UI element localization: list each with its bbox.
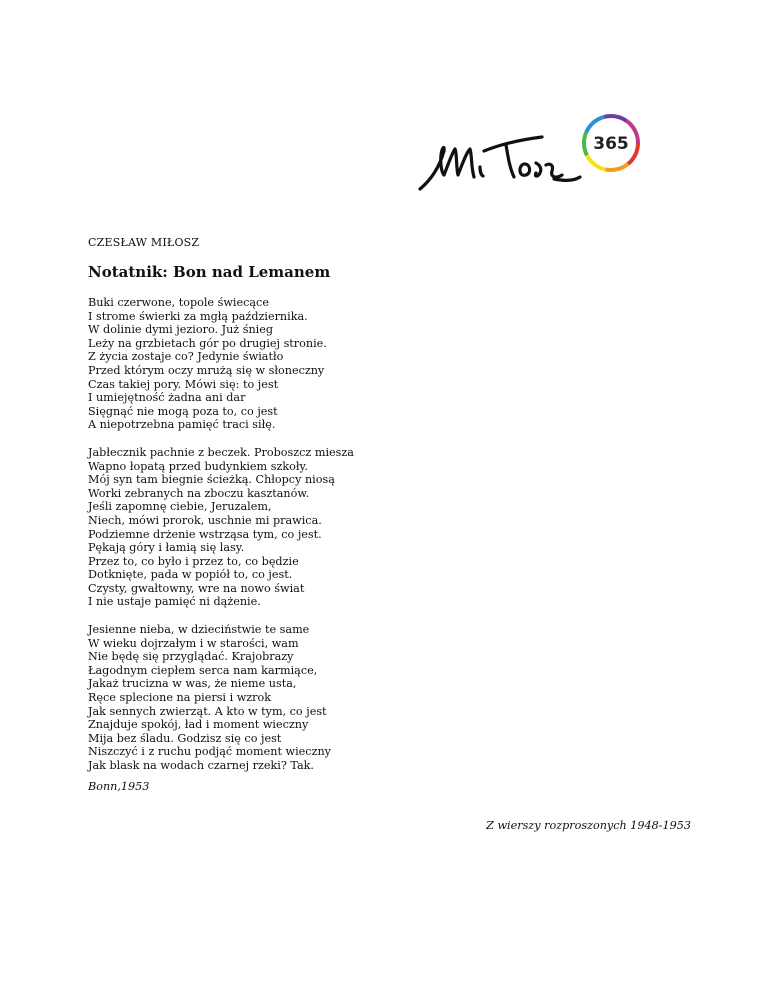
poem-line: Przed którym oczy mrużą się w słoneczny — [88, 363, 325, 377]
poem-line: Czysty, gwałtowny, wre na nowo świat — [88, 581, 305, 595]
poem-line: Worki zebranych na zboczu kasztanów. — [88, 486, 310, 500]
poem-line: Czas takiej pory. Mówi się: to jest — [88, 377, 279, 391]
poem-line: Niszczyć i z ruchu podjąć moment wieczny — [88, 745, 331, 759]
poem-line: Niech, mówi prorok, uschnie mi prawica. — [88, 513, 322, 527]
milosz-365-logo — [414, 107, 650, 199]
signature-logo-graphic — [414, 107, 650, 199]
poem-line: Znajduje spokój, ład i moment wieczny — [88, 718, 309, 732]
signature-mark — [420, 137, 580, 189]
poem-line: Jakaż trucizna w was, że nieme usta, — [88, 677, 297, 691]
poem-line: Przez to, co było i przez to, co będzie — [88, 554, 299, 568]
poem-line: Dotknięte, pada w popiół to, co jest. — [88, 568, 293, 582]
poem-line: Pękają góry i łamią się lasy. — [88, 541, 245, 555]
poem-line: A niepotrzebna pamięć traci siłę. — [88, 418, 276, 432]
poem-body — [88, 296, 508, 787]
poem-line: W dolinie dymi jezioro. Już śnieg — [88, 323, 274, 337]
poem-line: Sięgnąć nie mogą poza to, co jest — [88, 404, 278, 418]
poem-line: Nie będę się przyglądać. Krajobrazy — [88, 650, 294, 664]
poem-line: I strome świerki za mgłą października. — [88, 309, 308, 323]
stanza-1 — [88, 296, 508, 432]
poem-title: Notatnik: Bon nad Lemanem — [88, 263, 331, 281]
poem-line: Jesienne nieba, w dzieciństwie te same — [88, 623, 310, 637]
poem-line: I nie ustaje pamięć ni dążenie. — [88, 595, 261, 609]
poem-line: Ręce splecione na piersi i wzrok — [88, 691, 272, 705]
poem-line: I umiejętność żadna ani dar — [88, 391, 246, 405]
poem-line: Mija bez śladu. Godzisz się co jest — [88, 731, 282, 745]
stanza-2 — [88, 446, 508, 609]
source-collection: Z wierszy rozproszonych 1948-1953 — [486, 819, 691, 832]
poem-line: Jak sennych zwierząt. A kto w tym, co jest — [88, 704, 327, 718]
poem-line: Jak blask na wodach czarnej rzeki? Tak. — [88, 759, 314, 772]
poem-line: Mój syn tam biegnie ścieżką. Chłopcy niosą — [88, 473, 335, 487]
poem-line: Łagodnym ciepłem serca nam karmiące, — [88, 663, 318, 677]
author-name: CZESŁAW MIŁOSZ — [88, 236, 200, 249]
poem-line: Wapno łopatą przed budynkiem szkoły. — [88, 459, 308, 473]
poem-line: W wieku dojrzałym i w starości, wam — [88, 636, 299, 650]
poem-line: Jabłecznik pachnie z beczek. Proboszcz miesza — [88, 445, 354, 459]
badge-number: 365 — [593, 134, 629, 154]
poem-line: Podziemne drżenie wstrząsa tym, co jest. — [88, 527, 322, 541]
stanza-3 — [88, 623, 508, 773]
poem-line: Buki czerwone, topole świecące — [88, 296, 269, 309]
poem-line: Leży na grzbietach gór po drugiej stronie. — [88, 336, 327, 350]
poem-line: Jeśli zapomnę ciebie, Jeruzalem, — [88, 500, 272, 514]
place-date: Bonn,1953 — [88, 780, 150, 793]
poem-line: Z życia zostaje co? Jedynie światło — [88, 350, 284, 364]
